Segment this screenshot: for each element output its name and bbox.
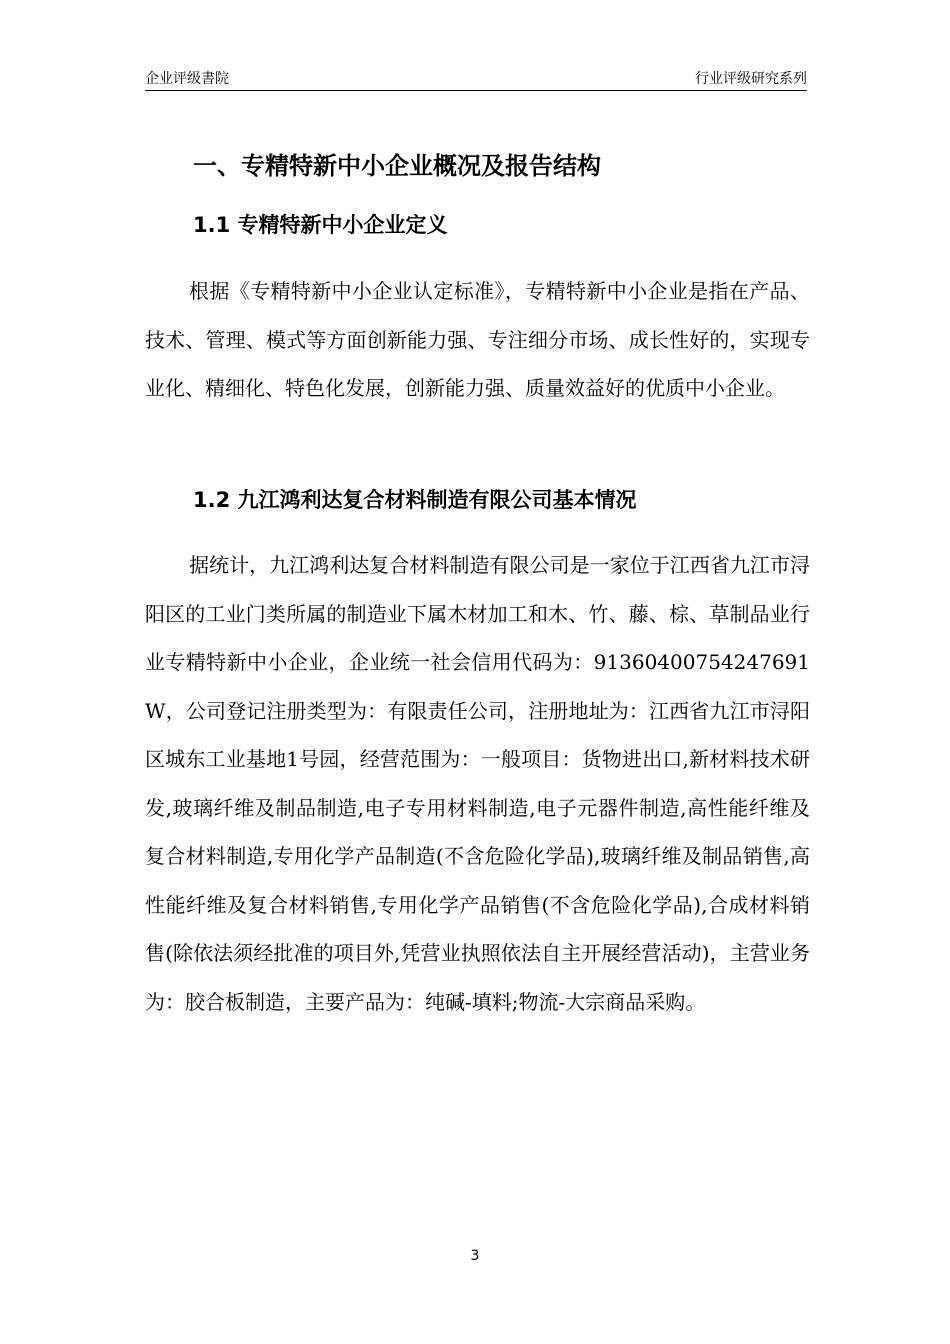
page-header bbox=[145, 66, 807, 91]
header-left-text: 企业评级書院 bbox=[145, 71, 229, 87]
definition-paragraph: 根据《专精特新中小企业认定标准》，专精特新中小企业是指在产品、技术、管理、模式等方面创新能力强、专注细分市场、成长性好的，实现专业化、精细化、特色化发展，创新能力强、质量效益好的优质中小企业。 bbox=[145, 279, 810, 400]
page-number: 3 bbox=[470, 1248, 480, 1264]
section-title: 一、专精特新中小企业概况及报告结构 bbox=[193, 152, 601, 180]
header-right-text: 行业评级研究系列 bbox=[695, 71, 807, 87]
subsection-title-definition: 1.1 专精特新中小企业定义 bbox=[193, 213, 448, 237]
subsection-title-company: 1.2 九江鸿利达复合材料制造有限公司基本情况 bbox=[193, 488, 637, 512]
company-paragraph: 据统计，九江鸿利达复合材料制造有限公司是一家位于江西省九江市浔阳区的工业门类所属的制造业下属木材加工和木、竹、藤、棕、草制品业行业专精特新中小企业，企业统一社会信用代码为：91360400754247691W，公司登记注册类型为：有限责任公司，注册地址为：江西省九江市浔阳区城东工业基地1号园，经营范围为：一般项目：货物进出口,新材料技术研发,玻璃纤维及制品制造,电子专用材料制造,电子元器件制造,高性能纤维及复合材料制造,专用化学产品制造(不含危险化学品),玻璃纤维及制品销售,高性能纤维及复合材料销售,专用化学产品销售(不含危险化学品),合成材料销售(除依法须经批准的项目外,凭营业执照依法自主开展经营活动)，主营业务为：胶合板制造，主要产品为：纯碱-填料;物流-大宗商品采购。 bbox=[145, 553, 810, 1014]
